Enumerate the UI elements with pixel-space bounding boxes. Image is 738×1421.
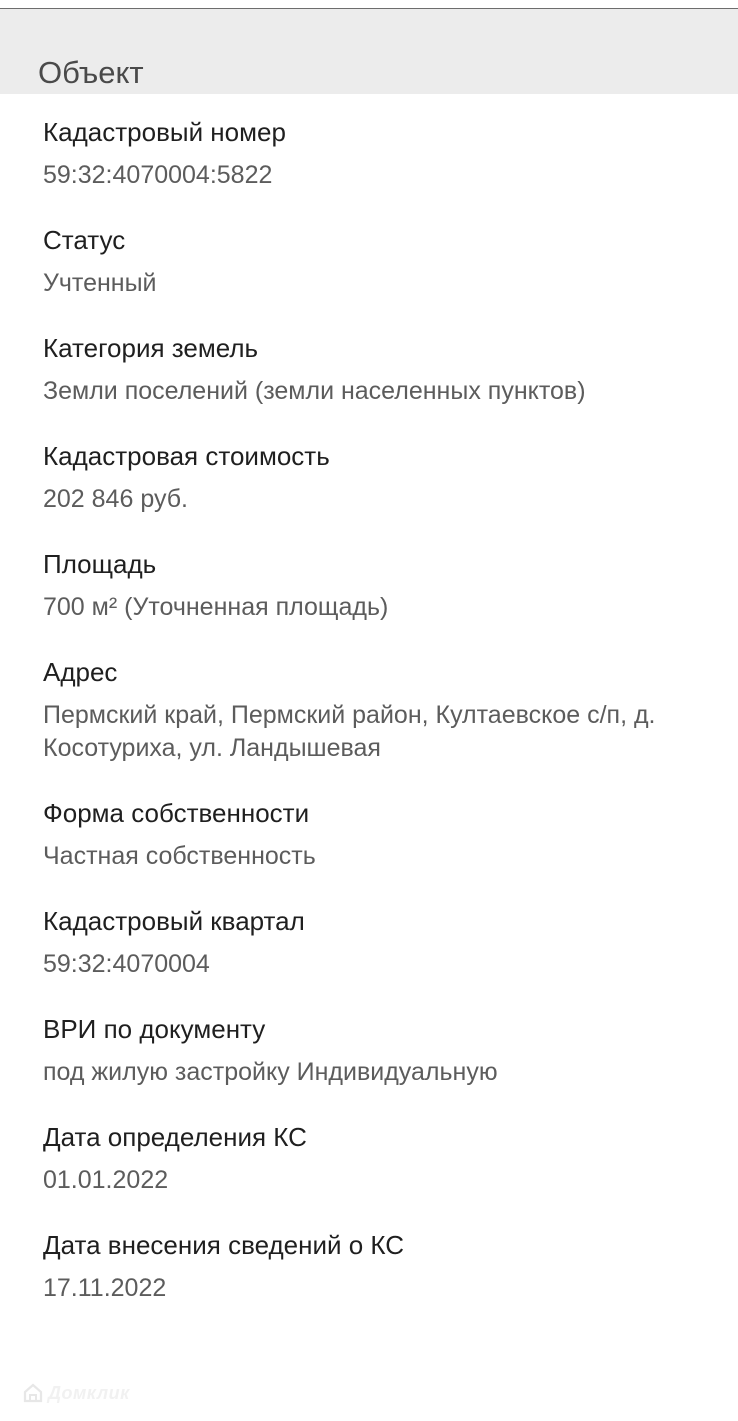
field-value: 17.11.2022 bbox=[43, 1274, 167, 1302]
field-entry-date bbox=[43, 1227, 723, 1305]
field-area bbox=[43, 546, 723, 624]
field-label: Дата внесения сведений о КС bbox=[43, 1230, 405, 1260]
field-value: Пермский край, Пермский район, Култаевское с/п, д. Косотуриха, ул. Ландышевая bbox=[43, 701, 656, 762]
field-cadastral-number bbox=[43, 114, 723, 192]
field-ownership-form bbox=[43, 795, 723, 873]
field-cadastral-value bbox=[43, 438, 723, 516]
section-title: Объект bbox=[38, 55, 144, 90]
section-header bbox=[0, 9, 738, 94]
object-details-list bbox=[43, 114, 723, 1335]
field-value[interactable]: 59:32:4070004:5822 bbox=[43, 161, 273, 189]
field-label: Адрес bbox=[43, 657, 118, 687]
field-label: Кадастровая стоимость bbox=[43, 441, 330, 471]
field-label: Кадастровый квартал bbox=[43, 906, 305, 936]
field-label: Площадь bbox=[43, 549, 157, 579]
field-label: Статус bbox=[43, 225, 126, 255]
field-value[interactable]: 59:32:4070004 bbox=[43, 950, 210, 978]
field-land-category bbox=[43, 330, 723, 408]
field-label: Форма собственности bbox=[43, 798, 310, 828]
field-value: Учтенный bbox=[43, 269, 157, 297]
field-value: 202 846 руб. bbox=[43, 485, 188, 513]
top-divider bbox=[0, 0, 738, 9]
field-value: Земли поселений (земли населенных пунктов) bbox=[43, 377, 586, 405]
field-label: Кадастровый номер bbox=[43, 117, 286, 147]
field-cadastral-quarter bbox=[43, 903, 723, 981]
house-logo-icon bbox=[22, 1382, 44, 1404]
field-value: 700 м² (Уточненная площадь) bbox=[43, 593, 389, 621]
field-value: под жилую застройку Индивидуальную bbox=[43, 1058, 498, 1086]
field-status bbox=[43, 222, 723, 300]
field-value: Частная собственность bbox=[43, 842, 316, 870]
field-label: ВРИ по документу bbox=[43, 1014, 266, 1044]
field-label: Категория земель bbox=[43, 333, 259, 363]
field-permitted-use bbox=[43, 1011, 723, 1089]
field-valuation-date bbox=[43, 1119, 723, 1197]
watermark-text: Домклик bbox=[48, 1382, 130, 1403]
domclick-watermark bbox=[22, 1382, 130, 1404]
field-label: Дата определения КС bbox=[43, 1122, 307, 1152]
field-value: 01.01.2022 bbox=[43, 1166, 169, 1194]
field-address bbox=[43, 654, 723, 765]
